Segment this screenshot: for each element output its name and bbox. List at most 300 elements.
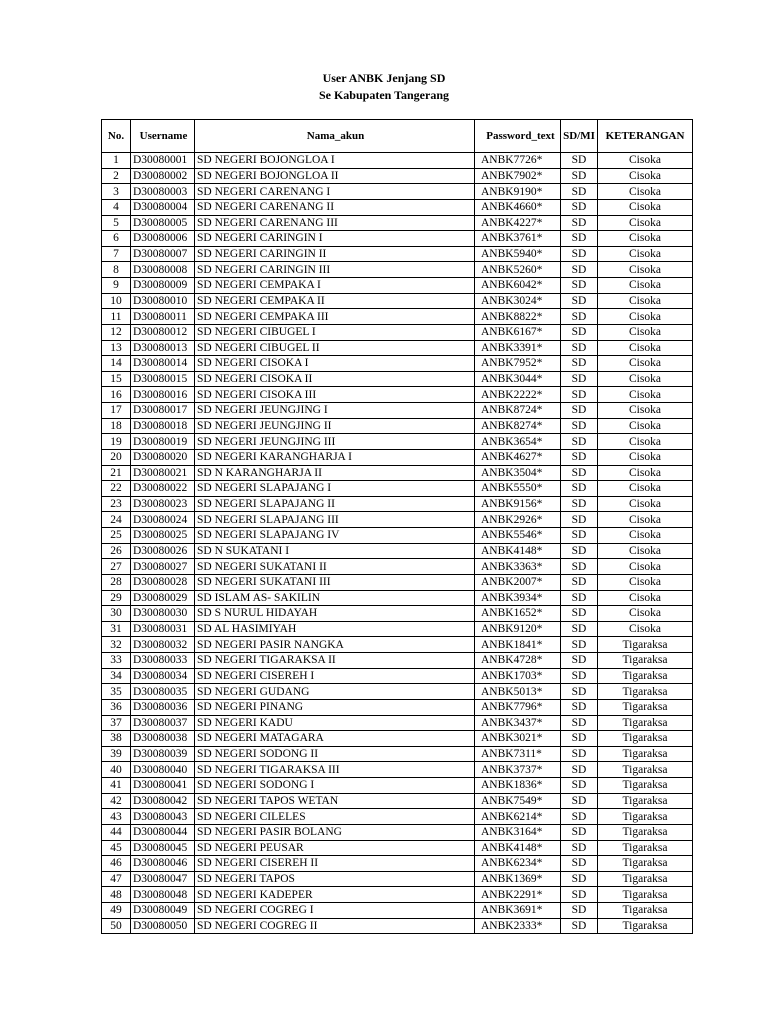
table-row (102, 434, 693, 450)
row-nama-akun: SD NEGERI COGREG II (195, 918, 475, 934)
row-password: ANBK7952* (475, 356, 561, 372)
row-nama-akun: SD NEGERI SLAPAJANG I (195, 481, 475, 497)
row-keterangan: Tigaraksa (598, 793, 693, 809)
table-row (102, 481, 693, 497)
row-username: D30080022 (131, 481, 195, 497)
table-row (102, 653, 693, 669)
row-keterangan: Cisoka (598, 449, 693, 465)
row-username: D30080036 (131, 699, 195, 715)
table-row (102, 715, 693, 731)
table-row (102, 278, 693, 294)
row-nama-akun: SD AL HASIMIYAH (195, 621, 475, 637)
row-password: ANBK8724* (475, 403, 561, 419)
row-nama-akun: SD NEGERI TIGARAKSA III (195, 762, 475, 778)
row-keterangan: Tigaraksa (598, 824, 693, 840)
row-sd-mi: SD (561, 434, 598, 450)
row-keterangan: Cisoka (598, 278, 693, 294)
row-username: D30080006 (131, 231, 195, 247)
table-row (102, 559, 693, 575)
row-keterangan: Cisoka (598, 340, 693, 356)
row-sd-mi: SD (561, 715, 598, 731)
row-keterangan: Cisoka (598, 465, 693, 481)
row-password: ANBK9190* (475, 184, 561, 200)
table-row (102, 371, 693, 387)
row-no: 2 (102, 168, 131, 184)
table-row (102, 840, 693, 856)
row-no: 29 (102, 590, 131, 606)
row-keterangan: Tigaraksa (598, 668, 693, 684)
row-password: ANBK1652* (475, 606, 561, 622)
row-no: 32 (102, 637, 131, 653)
row-username: D30080037 (131, 715, 195, 731)
row-no: 28 (102, 574, 131, 590)
row-username: D30080016 (131, 387, 195, 403)
row-password: ANBK5940* (475, 246, 561, 262)
row-sd-mi: SD (561, 403, 598, 419)
row-password: ANBK1841* (475, 637, 561, 653)
row-username: D30080030 (131, 606, 195, 622)
row-no: 17 (102, 403, 131, 419)
row-sd-mi: SD (561, 293, 598, 309)
row-nama-akun: SD NEGERI CARINGIN I (195, 231, 475, 247)
row-password: ANBK4627* (475, 449, 561, 465)
row-no: 9 (102, 278, 131, 294)
row-no: 38 (102, 731, 131, 747)
row-password: ANBK3691* (475, 903, 561, 919)
row-username: D30080032 (131, 637, 195, 653)
row-no: 14 (102, 356, 131, 372)
table-row (102, 231, 693, 247)
row-username: D30080033 (131, 653, 195, 669)
row-password: ANBK7549* (475, 793, 561, 809)
table-row (102, 699, 693, 715)
table-row (102, 684, 693, 700)
row-sd-mi: SD (561, 356, 598, 372)
row-password: ANBK5550* (475, 481, 561, 497)
row-nama-akun: SD NEGERI JEUNGJING III (195, 434, 475, 450)
row-no: 44 (102, 824, 131, 840)
row-sd-mi: SD (561, 543, 598, 559)
row-keterangan: Tigaraksa (598, 887, 693, 903)
row-nama-akun: SD NEGERI SLAPAJANG II (195, 496, 475, 512)
row-sd-mi: SD (561, 153, 598, 169)
row-nama-akun: SD NEGERI CARINGIN III (195, 262, 475, 278)
row-sd-mi: SD (561, 731, 598, 747)
row-username: D30080050 (131, 918, 195, 934)
row-sd-mi: SD (561, 840, 598, 856)
row-keterangan: Tigaraksa (598, 653, 693, 669)
row-password: ANBK4227* (475, 215, 561, 231)
row-username: D30080007 (131, 246, 195, 262)
row-username: D30080045 (131, 840, 195, 856)
row-sd-mi: SD (561, 746, 598, 762)
table-row (102, 340, 693, 356)
table-row (102, 387, 693, 403)
row-nama-akun: SD NEGERI KARANGHARJA I (195, 449, 475, 465)
row-nama-akun: SD NEGERI PEUSAR (195, 840, 475, 856)
row-keterangan: Cisoka (598, 199, 693, 215)
table-row (102, 574, 693, 590)
row-nama-akun: SD NEGERI CISOKA III (195, 387, 475, 403)
row-username: D30080005 (131, 215, 195, 231)
row-no: 22 (102, 481, 131, 497)
row-nama-akun: SD NEGERI CEMPAKA III (195, 309, 475, 325)
row-username: D30080042 (131, 793, 195, 809)
row-sd-mi: SD (561, 778, 598, 794)
table-row (102, 465, 693, 481)
row-keterangan: Cisoka (598, 387, 693, 403)
row-username: D30080041 (131, 778, 195, 794)
row-sd-mi: SD (561, 371, 598, 387)
row-nama-akun: SD NEGERI SLAPAJANG IV (195, 528, 475, 544)
row-sd-mi: SD (561, 246, 598, 262)
row-password: ANBK2007* (475, 574, 561, 590)
table-row (102, 621, 693, 637)
row-no: 36 (102, 699, 131, 715)
row-sd-mi: SD (561, 653, 598, 669)
row-keterangan: Cisoka (598, 246, 693, 262)
row-password: ANBK8274* (475, 418, 561, 434)
row-sd-mi: SD (561, 512, 598, 528)
row-password: ANBK1836* (475, 778, 561, 794)
row-no: 30 (102, 606, 131, 622)
row-username: D30080046 (131, 856, 195, 872)
row-keterangan: Cisoka (598, 324, 693, 340)
row-sd-mi: SD (561, 684, 598, 700)
row-sd-mi: SD (561, 528, 598, 544)
table-row (102, 199, 693, 215)
row-password: ANBK3044* (475, 371, 561, 387)
row-sd-mi: SD (561, 387, 598, 403)
row-username: D30080038 (131, 731, 195, 747)
row-nama-akun: SD NEGERI CEMPAKA II (195, 293, 475, 309)
row-no: 6 (102, 231, 131, 247)
row-no: 12 (102, 324, 131, 340)
row-no: 41 (102, 778, 131, 794)
row-username: D30080011 (131, 309, 195, 325)
header-username: Username (131, 120, 195, 153)
row-password: ANBK8822* (475, 309, 561, 325)
row-no: 26 (102, 543, 131, 559)
row-sd-mi: SD (561, 262, 598, 278)
row-password: ANBK6214* (475, 809, 561, 825)
row-username: D30080047 (131, 871, 195, 887)
row-no: 35 (102, 684, 131, 700)
row-keterangan: Cisoka (598, 574, 693, 590)
row-nama-akun: SD NEGERI CARENANG II (195, 199, 475, 215)
row-no: 47 (102, 871, 131, 887)
row-password: ANBK3654* (475, 434, 561, 450)
row-no: 4 (102, 199, 131, 215)
row-no: 33 (102, 653, 131, 669)
row-no: 15 (102, 371, 131, 387)
row-password: ANBK3737* (475, 762, 561, 778)
row-nama-akun: SD NEGERI JEUNGJING II (195, 418, 475, 434)
header-sd-mi: SD/MI (561, 120, 598, 153)
row-sd-mi: SD (561, 903, 598, 919)
row-sd-mi: SD (561, 496, 598, 512)
row-keterangan: Tigaraksa (598, 699, 693, 715)
row-nama-akun: SD NEGERI SUKATANI III (195, 574, 475, 590)
row-keterangan: Cisoka (598, 606, 693, 622)
row-keterangan: Tigaraksa (598, 918, 693, 934)
row-password: ANBK9120* (475, 621, 561, 637)
table-row (102, 918, 693, 934)
row-sd-mi: SD (561, 481, 598, 497)
row-no: 5 (102, 215, 131, 231)
row-no: 48 (102, 887, 131, 903)
row-no: 8 (102, 262, 131, 278)
row-keterangan: Tigaraksa (598, 637, 693, 653)
row-nama-akun: SD NEGERI CARINGIN II (195, 246, 475, 262)
table-row (102, 871, 693, 887)
row-keterangan: Tigaraksa (598, 746, 693, 762)
table-row (102, 762, 693, 778)
row-keterangan: Tigaraksa (598, 903, 693, 919)
row-no: 40 (102, 762, 131, 778)
row-keterangan: Cisoka (598, 434, 693, 450)
row-sd-mi: SD (561, 309, 598, 325)
table-row (102, 778, 693, 794)
row-nama-akun: SD NEGERI CISOKA II (195, 371, 475, 387)
row-nama-akun: SD NEGERI CEMPAKA I (195, 278, 475, 294)
row-nama-akun: SD NEGERI CIBUGEL II (195, 340, 475, 356)
table-row (102, 309, 693, 325)
table-row (102, 449, 693, 465)
row-username: D30080025 (131, 528, 195, 544)
table-row (102, 324, 693, 340)
row-no: 37 (102, 715, 131, 731)
row-sd-mi: SD (561, 215, 598, 231)
table-row (102, 746, 693, 762)
row-nama-akun: SD NEGERI MATAGARA (195, 731, 475, 747)
table-row (102, 215, 693, 231)
row-password: ANBK2222* (475, 387, 561, 403)
row-username: D30080001 (131, 153, 195, 169)
row-sd-mi: SD (561, 574, 598, 590)
row-keterangan: Tigaraksa (598, 778, 693, 794)
row-sd-mi: SD (561, 199, 598, 215)
row-username: D30080002 (131, 168, 195, 184)
row-keterangan: Cisoka (598, 356, 693, 372)
row-password: ANBK2926* (475, 512, 561, 528)
row-username: D30080034 (131, 668, 195, 684)
row-keterangan: Tigaraksa (598, 809, 693, 825)
row-sd-mi: SD (561, 465, 598, 481)
row-password: ANBK3164* (475, 824, 561, 840)
row-username: D30080023 (131, 496, 195, 512)
row-username: D30080040 (131, 762, 195, 778)
row-password: ANBK4148* (475, 543, 561, 559)
row-password: ANBK4728* (475, 653, 561, 669)
row-keterangan: Tigaraksa (598, 762, 693, 778)
row-no: 20 (102, 449, 131, 465)
table-row (102, 668, 693, 684)
row-username: D30080024 (131, 512, 195, 528)
row-no: 25 (102, 528, 131, 544)
row-no: 49 (102, 903, 131, 919)
row-nama-akun: SD NEGERI CIBUGEL I (195, 324, 475, 340)
row-nama-akun: SD N SUKATANI I (195, 543, 475, 559)
row-keterangan: Cisoka (598, 543, 693, 559)
row-keterangan: Cisoka (598, 262, 693, 278)
table-row (102, 168, 693, 184)
row-no: 27 (102, 559, 131, 575)
row-no: 24 (102, 512, 131, 528)
row-keterangan: Cisoka (598, 621, 693, 637)
row-username: D30080048 (131, 887, 195, 903)
table-row (102, 887, 693, 903)
row-password: ANBK4148* (475, 840, 561, 856)
row-nama-akun: SD NEGERI BOJONGLOA II (195, 168, 475, 184)
row-password: ANBK1703* (475, 668, 561, 684)
table-row (102, 512, 693, 528)
row-username: D30080039 (131, 746, 195, 762)
row-username: D30080035 (131, 684, 195, 700)
row-password: ANBK5013* (475, 684, 561, 700)
row-password: ANBK3761* (475, 231, 561, 247)
row-keterangan: Tigaraksa (598, 871, 693, 887)
row-sd-mi: SD (561, 856, 598, 872)
row-sd-mi: SD (561, 278, 598, 294)
row-password: ANBK7796* (475, 699, 561, 715)
title-line-1: User ANBK Jenjang SD (322, 71, 446, 85)
table-row (102, 246, 693, 262)
row-sd-mi: SD (561, 871, 598, 887)
table-row (102, 262, 693, 278)
row-username: D30080017 (131, 403, 195, 419)
row-nama-akun: SD ISLAM AS- SAKILIN (195, 590, 475, 606)
row-no: 43 (102, 809, 131, 825)
header-password: Password_text (475, 120, 561, 153)
row-username: D30080019 (131, 434, 195, 450)
row-sd-mi: SD (561, 809, 598, 825)
table-row (102, 903, 693, 919)
row-sd-mi: SD (561, 168, 598, 184)
header-no: No. (102, 120, 131, 153)
row-nama-akun: SD NEGERI CARENANG III (195, 215, 475, 231)
row-no: 10 (102, 293, 131, 309)
row-nama-akun: SD NEGERI SUKATANI II (195, 559, 475, 575)
table-row (102, 590, 693, 606)
row-sd-mi: SD (561, 887, 598, 903)
row-password: ANBK7311* (475, 746, 561, 762)
row-nama-akun: SD NEGERI SODONG I (195, 778, 475, 794)
row-nama-akun: SD NEGERI SODONG II (195, 746, 475, 762)
row-nama-akun: SD S NURUL HIDAYAH (195, 606, 475, 622)
row-keterangan: Cisoka (598, 481, 693, 497)
row-no: 46 (102, 856, 131, 872)
row-sd-mi: SD (561, 449, 598, 465)
row-nama-akun: SD NEGERI CILELES (195, 809, 475, 825)
row-password: ANBK3437* (475, 715, 561, 731)
row-username: D30080027 (131, 559, 195, 575)
table-row (102, 356, 693, 372)
row-no: 19 (102, 434, 131, 450)
row-keterangan: Cisoka (598, 153, 693, 169)
row-keterangan: Cisoka (598, 418, 693, 434)
row-nama-akun: SD NEGERI BOJONGLOA I (195, 153, 475, 169)
row-no: 21 (102, 465, 131, 481)
row-password: ANBK4660* (475, 199, 561, 215)
row-username: D30080044 (131, 824, 195, 840)
table-header-row (102, 120, 693, 153)
row-sd-mi: SD (561, 824, 598, 840)
row-keterangan: Cisoka (598, 403, 693, 419)
row-username: D30080009 (131, 278, 195, 294)
row-sd-mi: SD (561, 340, 598, 356)
row-password: ANBK3024* (475, 293, 561, 309)
row-nama-akun: SD NEGERI COGREG I (195, 903, 475, 919)
row-sd-mi: SD (561, 793, 598, 809)
row-username: D30080003 (131, 184, 195, 200)
row-sd-mi: SD (561, 231, 598, 247)
row-username: D30080013 (131, 340, 195, 356)
row-no: 50 (102, 918, 131, 934)
row-password: ANBK5260* (475, 262, 561, 278)
row-no: 7 (102, 246, 131, 262)
row-sd-mi: SD (561, 918, 598, 934)
row-no: 42 (102, 793, 131, 809)
row-sd-mi: SD (561, 559, 598, 575)
row-username: D30080043 (131, 809, 195, 825)
table-row (102, 809, 693, 825)
table-row (102, 184, 693, 200)
row-sd-mi: SD (561, 621, 598, 637)
row-username: D30080010 (131, 293, 195, 309)
row-password: ANBK1369* (475, 871, 561, 887)
title-line-2: Se Kabupaten Tangerang (318, 88, 450, 102)
row-no: 39 (102, 746, 131, 762)
row-keterangan: Cisoka (598, 184, 693, 200)
table-body (102, 153, 693, 934)
row-keterangan: Cisoka (598, 293, 693, 309)
table-row (102, 856, 693, 872)
row-keterangan: Tigaraksa (598, 684, 693, 700)
row-password: ANBK7726* (475, 153, 561, 169)
table-row (102, 543, 693, 559)
row-keterangan: Tigaraksa (598, 715, 693, 731)
table-row (102, 293, 693, 309)
row-nama-akun: SD NEGERI TIGARAKSA II (195, 653, 475, 669)
row-no: 45 (102, 840, 131, 856)
row-no: 13 (102, 340, 131, 356)
row-keterangan: Cisoka (598, 371, 693, 387)
row-password: ANBK3021* (475, 731, 561, 747)
row-password: ANBK3504* (475, 465, 561, 481)
row-username: D30080004 (131, 199, 195, 215)
row-password: ANBK2333* (475, 918, 561, 934)
row-password: ANBK5546* (475, 528, 561, 544)
row-username: D30080021 (131, 465, 195, 481)
row-no: 3 (102, 184, 131, 200)
user-table (101, 119, 693, 934)
row-username: D30080029 (131, 590, 195, 606)
row-keterangan: Cisoka (598, 590, 693, 606)
row-nama-akun: SD NEGERI GUDANG (195, 684, 475, 700)
row-password: ANBK7902* (475, 168, 561, 184)
row-sd-mi: SD (561, 762, 598, 778)
row-username: D30080026 (131, 543, 195, 559)
row-no: 16 (102, 387, 131, 403)
row-username: D30080031 (131, 621, 195, 637)
row-keterangan: Cisoka (598, 231, 693, 247)
row-sd-mi: SD (561, 590, 598, 606)
row-nama-akun: SD NEGERI PASIR NANGKA (195, 637, 475, 653)
table-row (102, 637, 693, 653)
row-sd-mi: SD (561, 668, 598, 684)
row-no: 1 (102, 153, 131, 169)
